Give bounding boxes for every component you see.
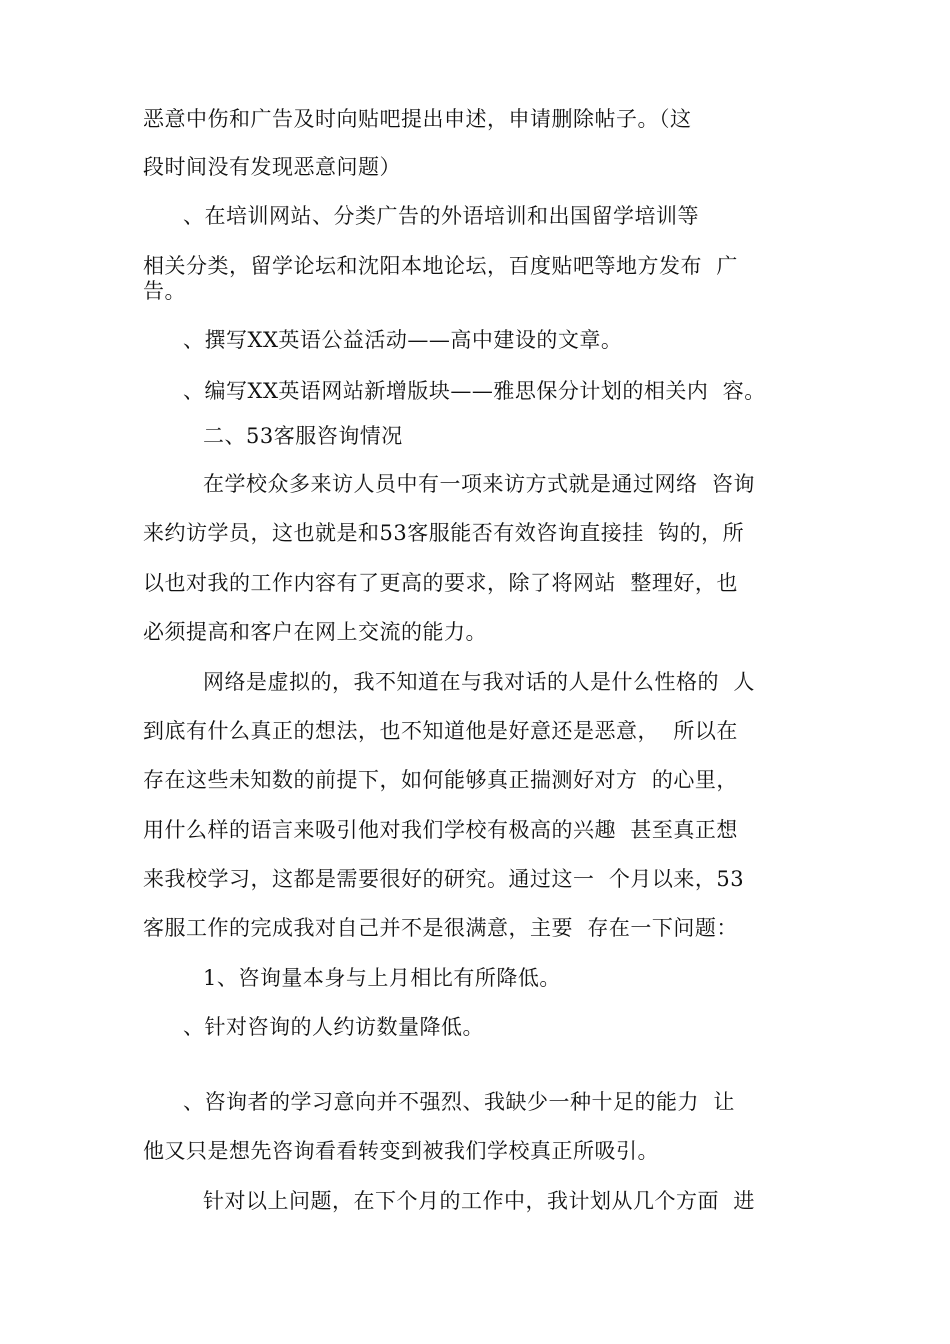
text-line: 来约访学员，这也就是和53客服能否有效咨询直接挂 钩的，所 [143, 521, 745, 545]
text-line: 告。 [143, 279, 186, 303]
text-line: 网络是虚拟的，我不知道在与我对话的人是什么性格的 人 [203, 670, 755, 694]
section-heading: 二、53客服咨询情况 [203, 424, 403, 448]
text-line: 相关分类，留学论坛和沈阳本地论坛，百度贴吧等地方发布 广 [143, 254, 738, 278]
text-line: 段时间没有发现恶意问题） [143, 155, 401, 179]
text-line: 用什么样的语言来吸引他对我们学校有极高的兴趣 甚至真正想 [143, 818, 738, 842]
text-line: 、编写XX英语网站新增版块——雅思保分计划的相关内 容。 [183, 379, 766, 403]
list-item: 、咨询者的学习意向并不强烈、我缺少一种十足的能力 让 [183, 1090, 735, 1114]
text-line: 他又只是想先咨询看看转变到被我们学校真正所吸引。 [143, 1139, 659, 1163]
text-line: 针对以上问题，在下个月的工作中，我计划从几个方面 进 [203, 1189, 755, 1213]
text-line: 来我校学习，这都是需要很好的研究。通过这一 个月以来，53 [143, 867, 745, 891]
text-line: 以也对我的工作内容有了更高的要求，除了将网站 整理好，也 [143, 571, 738, 595]
text-line: 、在培训网站、分类广告的外语培训和出国留学培训等 [183, 204, 699, 228]
text-line: 恶意中伤和广告及时向贴吧提出申述，申请删除帖子。（这 [143, 107, 692, 131]
text-line: 客服工作的完成我对自己并不是很满意，主要 存在一下问题： [143, 916, 738, 940]
text-line: 到底有什么真正的想法，也不知道他是好意还是恶意， 所以在 [143, 719, 738, 743]
text-line: 在学校众多来访人员中有一项来访方式就是通过网络 咨询 [203, 472, 755, 496]
list-item: 、针对咨询的人约访数量降低。 [183, 1015, 484, 1039]
text-line: 必须提高和客户在网上交流的能力。 [143, 620, 487, 644]
list-item: 1、咨询量本身与上月相比有所降低。 [203, 966, 561, 990]
text-line: 、撰写XX英语公益活动——高中建设的文章。 [183, 328, 623, 352]
text-line: 存在这些未知数的前提下，如何能够真正揣测好对方 的心里， [143, 768, 738, 792]
